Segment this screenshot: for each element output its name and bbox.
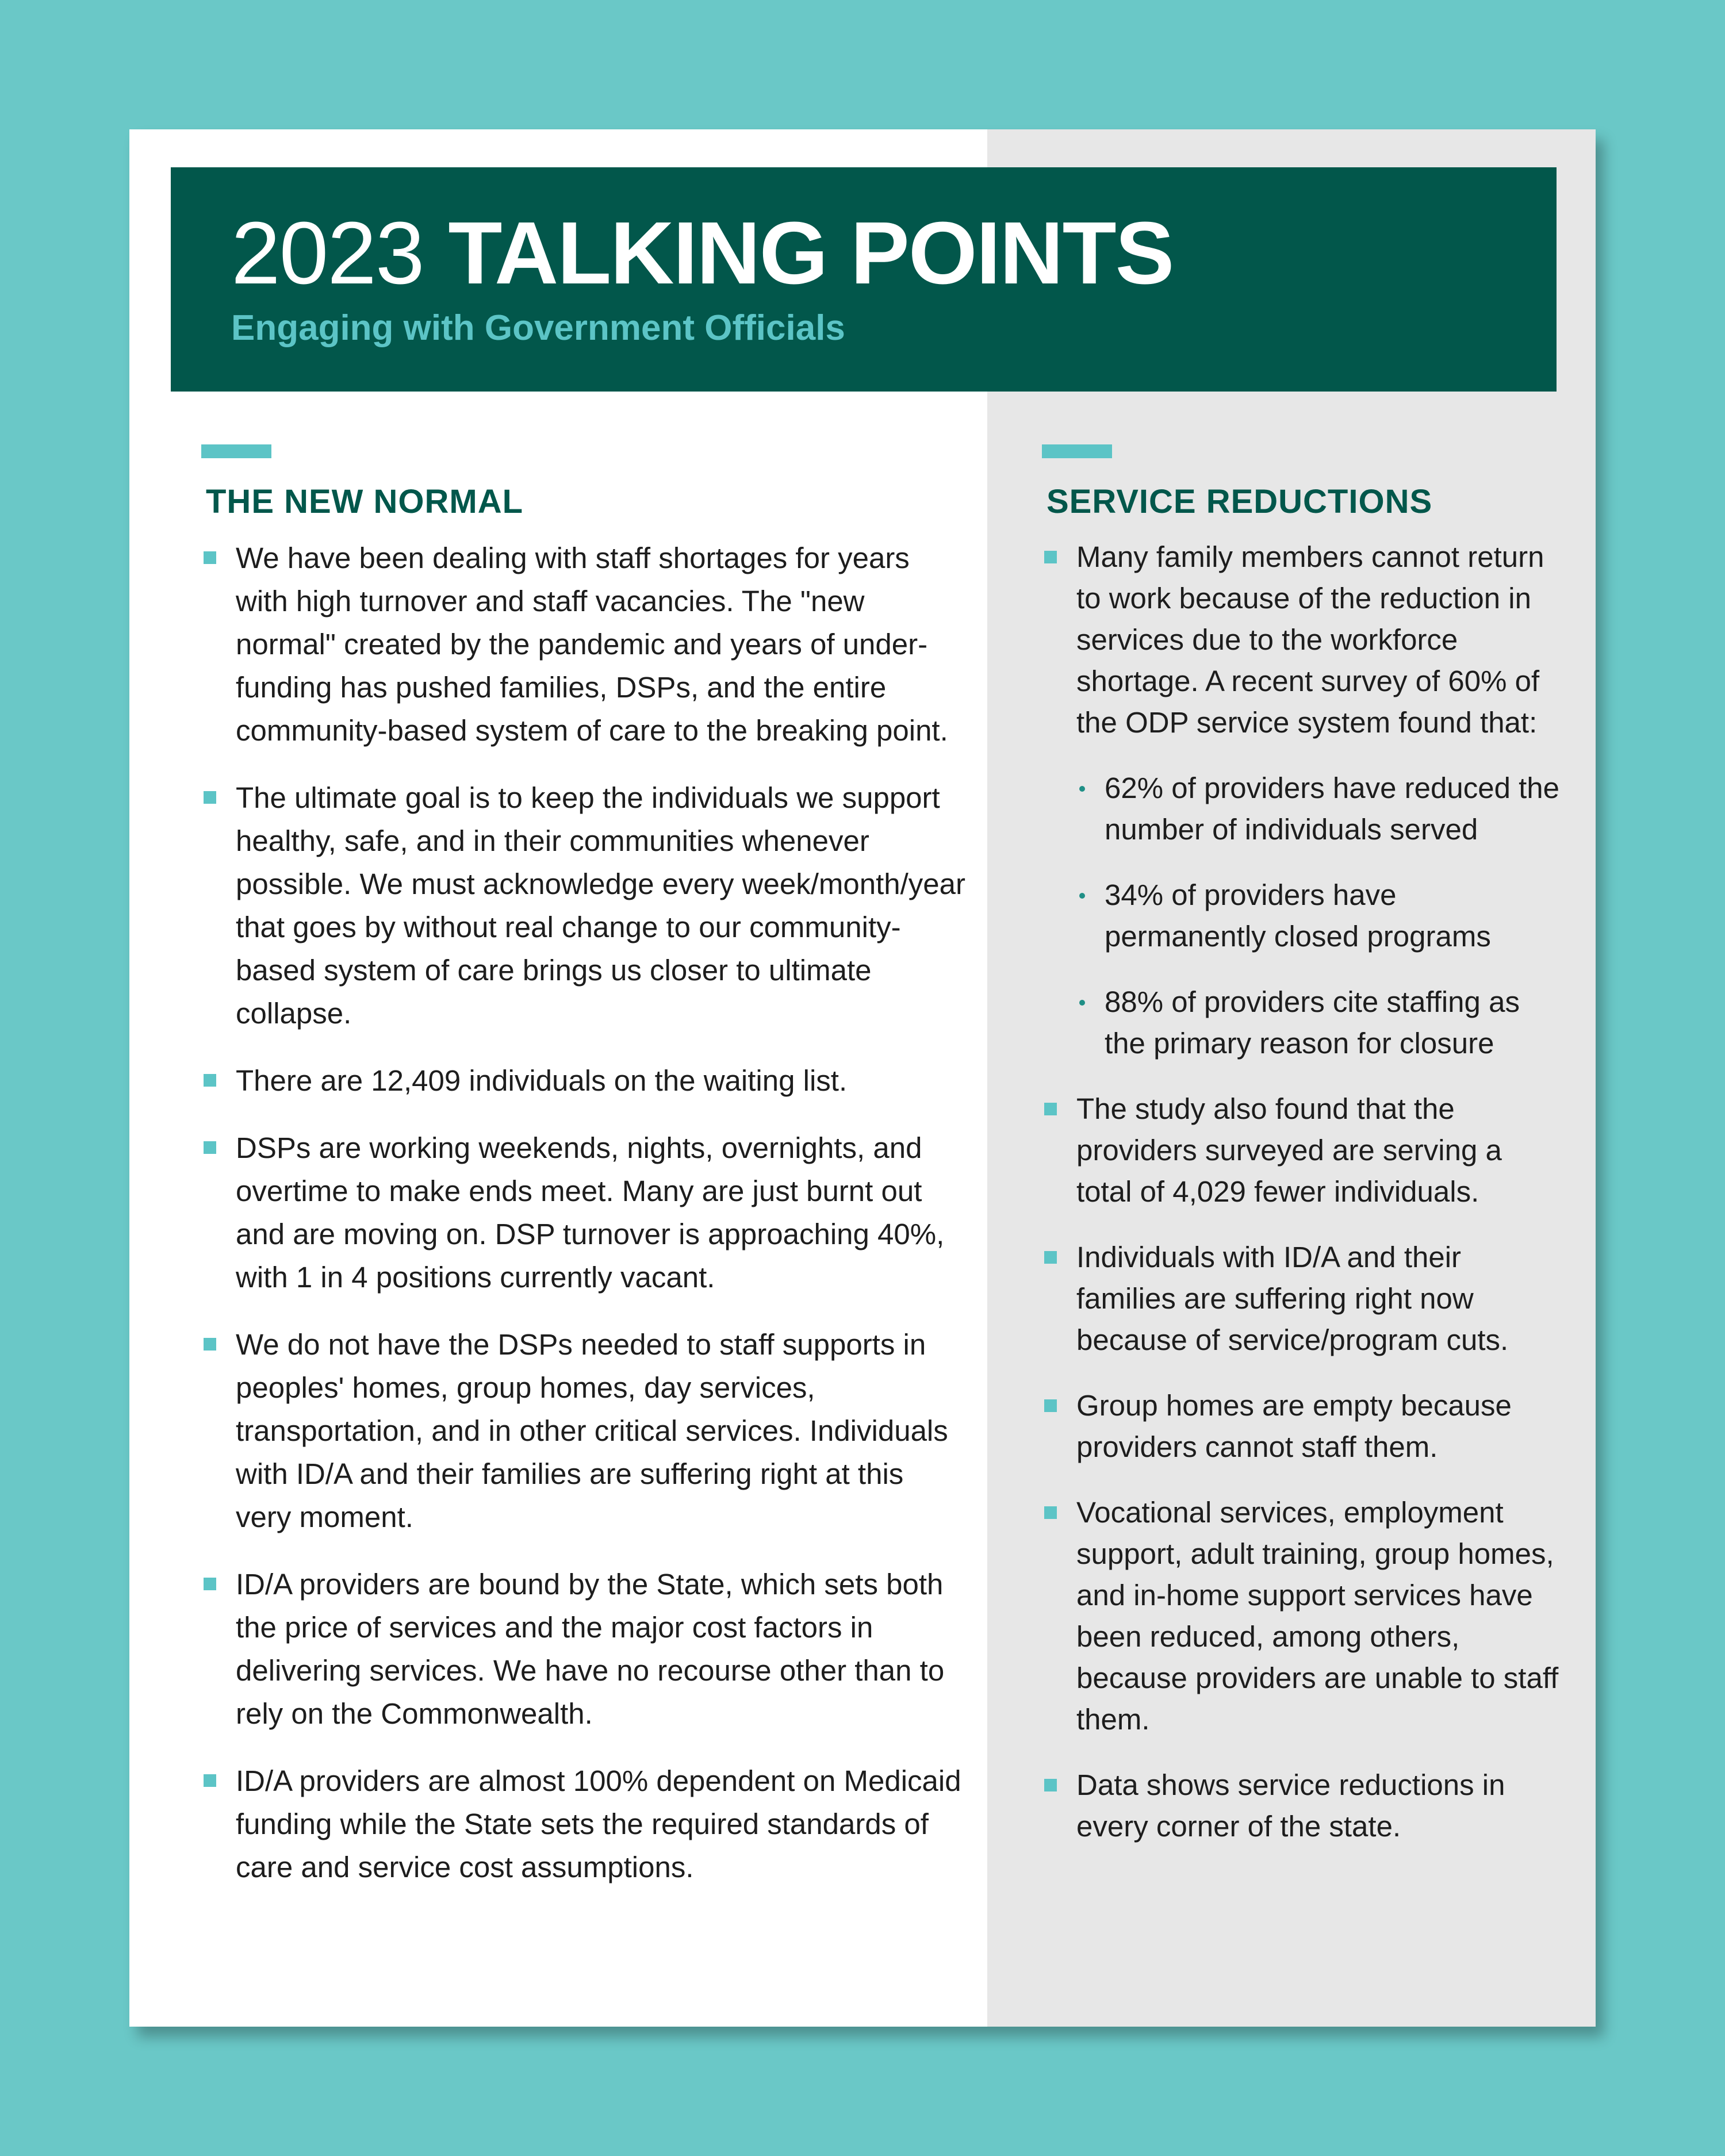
square-bullet-icon <box>204 551 216 564</box>
page-subtitle: Engaging with Government Officials <box>231 308 845 348</box>
square-bullet-icon <box>204 791 216 804</box>
square-bullet-icon <box>204 1338 216 1351</box>
list-item <box>201 1563 966 1735</box>
accent-bar <box>1042 444 1112 458</box>
square-bullet-icon <box>1044 551 1057 563</box>
sub-list-item-text: 88% of providers cite staffing as the primary reason for closure <box>1105 985 1520 1060</box>
document-page <box>129 129 1596 2027</box>
dot-bullet-icon <box>1079 786 1085 792</box>
list-item-text: Vocational services, employment support, adult training, group homes, and in-home support services have been reduced, among others, because providers are unable to staff them. <box>1076 1496 1559 1736</box>
header-banner <box>171 167 1557 392</box>
list-item-text: We have been dealing with staff shortages for years with high turnover and staff vacancies. The "new normal" created by the pandemic and years of under-funding has pushed families, DSPs, and the entire community-based system of care to the breaking point. <box>236 542 948 747</box>
list-item-text: Individuals with ID/A and their families are suffering right now because of service/program cuts. <box>1076 1241 1509 1356</box>
list-item-text: ID/A providers are bound by the State, which sets both the price of services and the major cost factors in delivering services. We have no recourse other than to rely on the Commonwealth. <box>236 1568 945 1730</box>
list-item-text: Many family members cannot return to work because of the reduction in services due to the workforce shortage. A recent survey of 60% of the ODP service system found that: <box>1076 540 1544 739</box>
list-item <box>201 1759 966 1889</box>
sub-list-item <box>1042 981 1559 1064</box>
left-column <box>201 444 966 1913</box>
page-title <box>231 204 1173 302</box>
sub-list-item-text: 62% of providers have reduced the number of individuals served <box>1105 772 1559 846</box>
survey-findings-list <box>1076 768 1559 1064</box>
section-heading-new-normal: THE NEW NORMAL <box>206 483 524 520</box>
square-bullet-icon <box>204 1774 216 1787</box>
square-bullet-icon <box>1044 1399 1057 1412</box>
list-item <box>1042 1237 1559 1361</box>
square-bullet-icon <box>1044 1506 1057 1519</box>
sub-list-item <box>1042 768 1559 850</box>
square-bullet-icon <box>204 1074 216 1087</box>
square-bullet-icon <box>1044 1103 1057 1115</box>
list-item <box>201 776 966 1035</box>
title-main: TALKING POINTS <box>448 204 1174 302</box>
list-item-text: The ultimate goal is to keep the individuals we support healthy, safe, and in their communities whenever possible. We must acknowledge every week/month/year that goes by without real change to our community-based system of care brings us closer to ultimate collapse. <box>236 781 965 1030</box>
accent-bar <box>201 444 271 458</box>
list-item <box>1042 1088 1559 1213</box>
sub-list-item-text: 34% of providers have permanently closed programs <box>1105 878 1491 953</box>
list-item <box>1042 1385 1559 1468</box>
sub-list-item <box>1042 874 1559 957</box>
square-bullet-icon <box>204 1578 216 1590</box>
right-column <box>1042 444 1559 1871</box>
square-bullet-icon <box>1044 1779 1057 1791</box>
title-year: 2023 <box>231 204 424 302</box>
list-item <box>201 1323 966 1539</box>
list-item <box>201 536 966 752</box>
list-item <box>201 1126 966 1299</box>
square-bullet-icon <box>1044 1251 1057 1264</box>
dot-bullet-icon <box>1079 1000 1085 1006</box>
list-item-text: Data shows service reductions in every corner of the state. <box>1076 1768 1505 1843</box>
list-item-text: The study also found that the providers surveyed are serving a total of 4,029 fewer individuals. <box>1076 1092 1502 1208</box>
list-item <box>1042 536 1559 1064</box>
service-reductions-list <box>1042 536 1559 1847</box>
list-item-text: There are 12,409 individuals on the waiting list. <box>236 1064 848 1097</box>
list-item <box>201 1059 966 1102</box>
list-item-text: Group homes are empty because providers cannot staff them. <box>1076 1389 1512 1463</box>
new-normal-list <box>201 536 966 1889</box>
list-item <box>1042 1492 1559 1740</box>
dot-bullet-icon <box>1079 893 1085 899</box>
list-item-text: DSPs are working weekends, nights, overnights, and overtime to make ends meet. Many are just burnt out and are moving on. DSP turnover is approaching 40%, with 1 in 4 positions currently vacant. <box>236 1131 945 1294</box>
square-bullet-icon <box>204 1141 216 1154</box>
list-item <box>1042 1764 1559 1847</box>
list-item-text: ID/A providers are almost 100% dependent on Medicaid funding while the State sets the required standards of care and service cost assumptions. <box>236 1764 961 1883</box>
section-heading-service-reductions: SERVICE REDUCTIONS <box>1046 483 1433 520</box>
list-item-text: We do not have the DSPs needed to staff supports in peoples' homes, group homes, day services, transportation, and in other critical services. Individuals with ID/A and their families are suffering right at this very moment. <box>236 1328 948 1533</box>
